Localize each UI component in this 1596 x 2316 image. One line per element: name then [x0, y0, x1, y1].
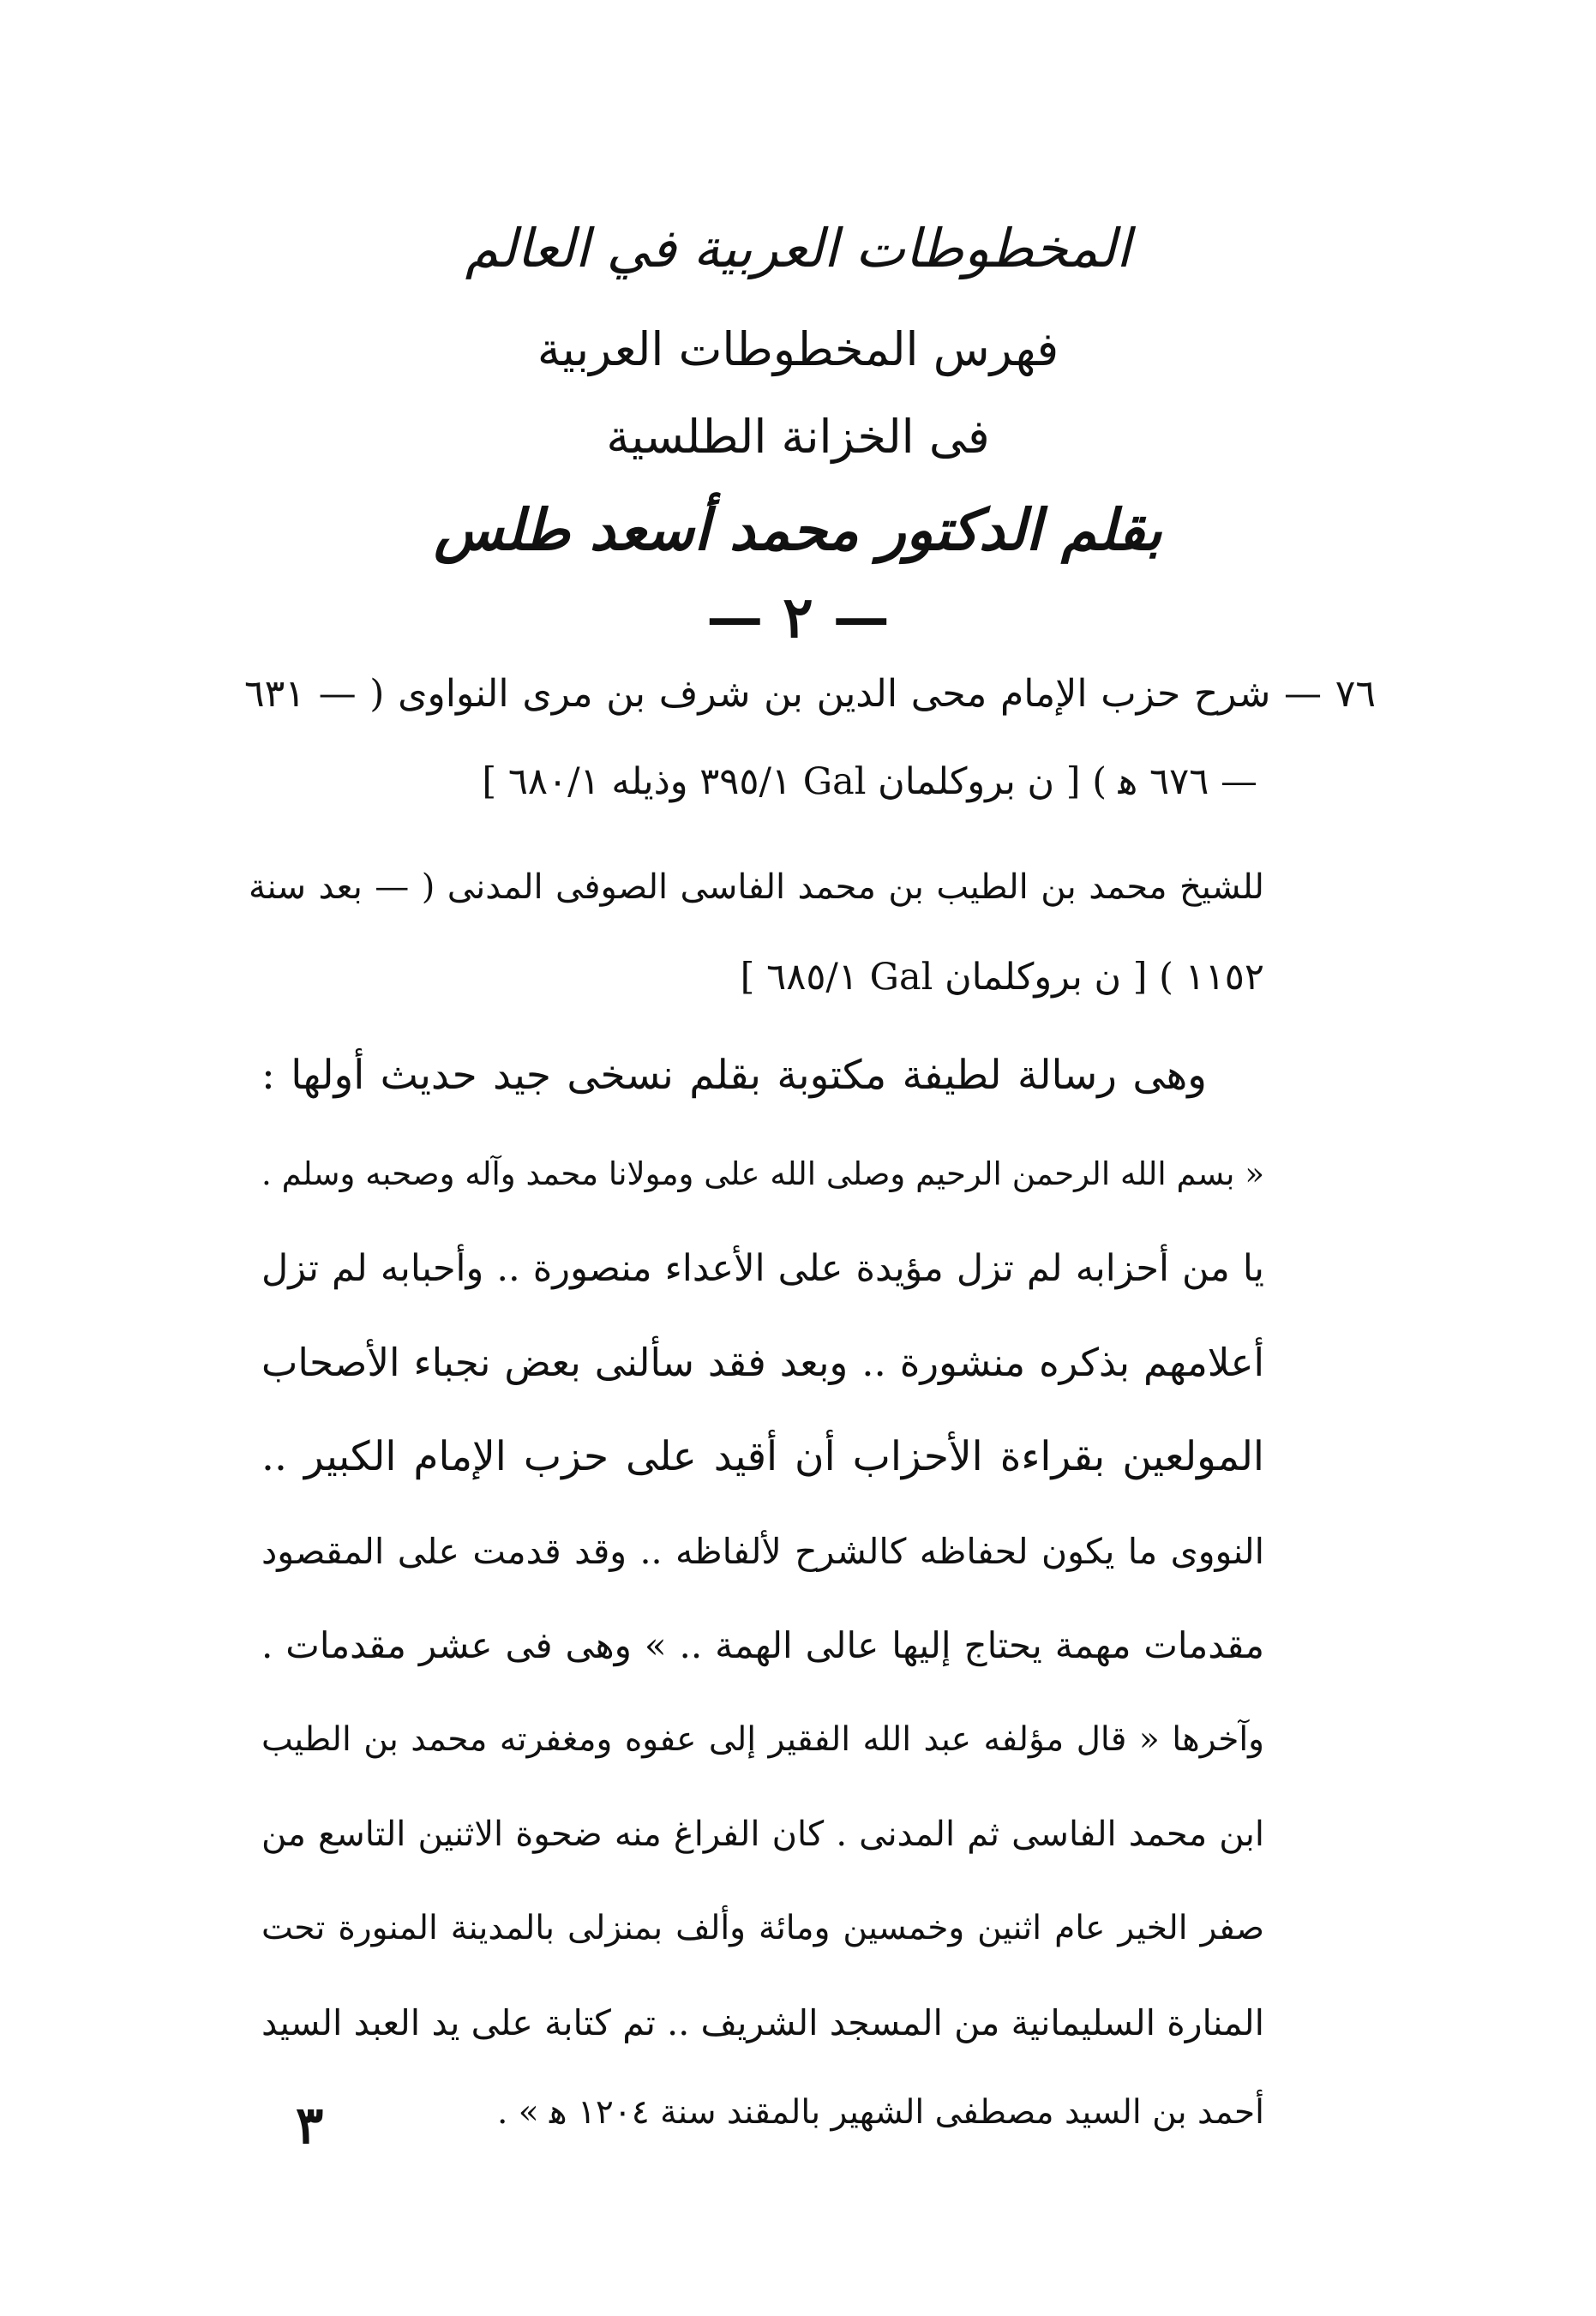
body-line: وهى رسالة لطيفة مكتوبة بقلم نسخى جيد حديث أولها :	[261, 1052, 1207, 1099]
body-line: ابن محمد الفاسى ثم المدنى . كان الفراغ منه ضحوة الاثنين التاسع من	[261, 1815, 1264, 1854]
series-title: المخطوطات العربية في العالم	[465, 217, 1131, 279]
body-line: أحمد بن السيد مصطفى الشهير بالمقند سنة ١٢٠٤ ﻫ » .	[496, 2093, 1264, 2132]
catalog-subtitle: فى الخزانة الطلسية	[606, 410, 990, 464]
part-number: — ٢ —	[706, 584, 890, 651]
entry-title-line: — ٦٧٦ ﻫ ) [ ن بروكلمان Gal ٣٩٥/١ وذيله ٦٨٠/١ ]	[482, 760, 1257, 803]
page-number: ٣	[296, 2096, 324, 2156]
body-line: أعلامهم بذكره منشورة .. وبعد فقد سألنى بعض نجباء الأصحاب	[261, 1340, 1264, 1385]
body-line: المولعين بقراءة الأحزاب أن أقيد على حزب الإمام الكبير ..	[261, 1433, 1264, 1480]
body-line: « بسم الله الرحمن الرحيم وصلى الله على ومولانا محمد وآله وصحبه وسلم .	[261, 1155, 1264, 1192]
catalog-title: فهرس المخطوطات العربية	[537, 322, 1059, 376]
entry-author-line: للشيخ محمد بن الطيب بن محمد الفاسى الصوفى المدنى ( — بعد سنة	[249, 867, 1264, 907]
author-byline: بقلم الدكتور محمد أسعد طلس	[434, 496, 1162, 563]
body-line: صفر الخير عام اثنين وخمسين ومائة وألف بمنزلى بالمدينة المنورة تحت	[261, 1909, 1264, 1947]
body-line: المنارة السليمانية من المسجد الشريف .. تم كتابة على يد العبد السيد	[261, 2002, 1264, 2043]
body-line: مقدمات مهمة يحتاج إليها عالى الهمة .. » وهى فى عشر مقدمات .	[261, 1624, 1264, 1666]
body-line: وآخرها « قال مؤلفه عبد الله الفقير إلى عفوه ومغفرته محمد بن الطيب	[261, 1720, 1264, 1759]
entry-author-line: ١١٥٢ ) [ ن بروكلمان Gal ٦٨٥/١ ]	[740, 956, 1264, 999]
body-line: يا من أحزابه لم تزل مؤيدة على الأعداء منصورة .. وأحبابه لم تزل	[261, 1247, 1264, 1290]
entry-title-line: ٧٦ — شرح حزب الإمام محى الدين بن شرف بن مرى النواوى ( — ٦٣١	[244, 672, 1376, 716]
body-line: النووى ما يكون لحفاظه كالشرح لألفاظه .. وقد قدمت على المقصود	[261, 1531, 1264, 1572]
